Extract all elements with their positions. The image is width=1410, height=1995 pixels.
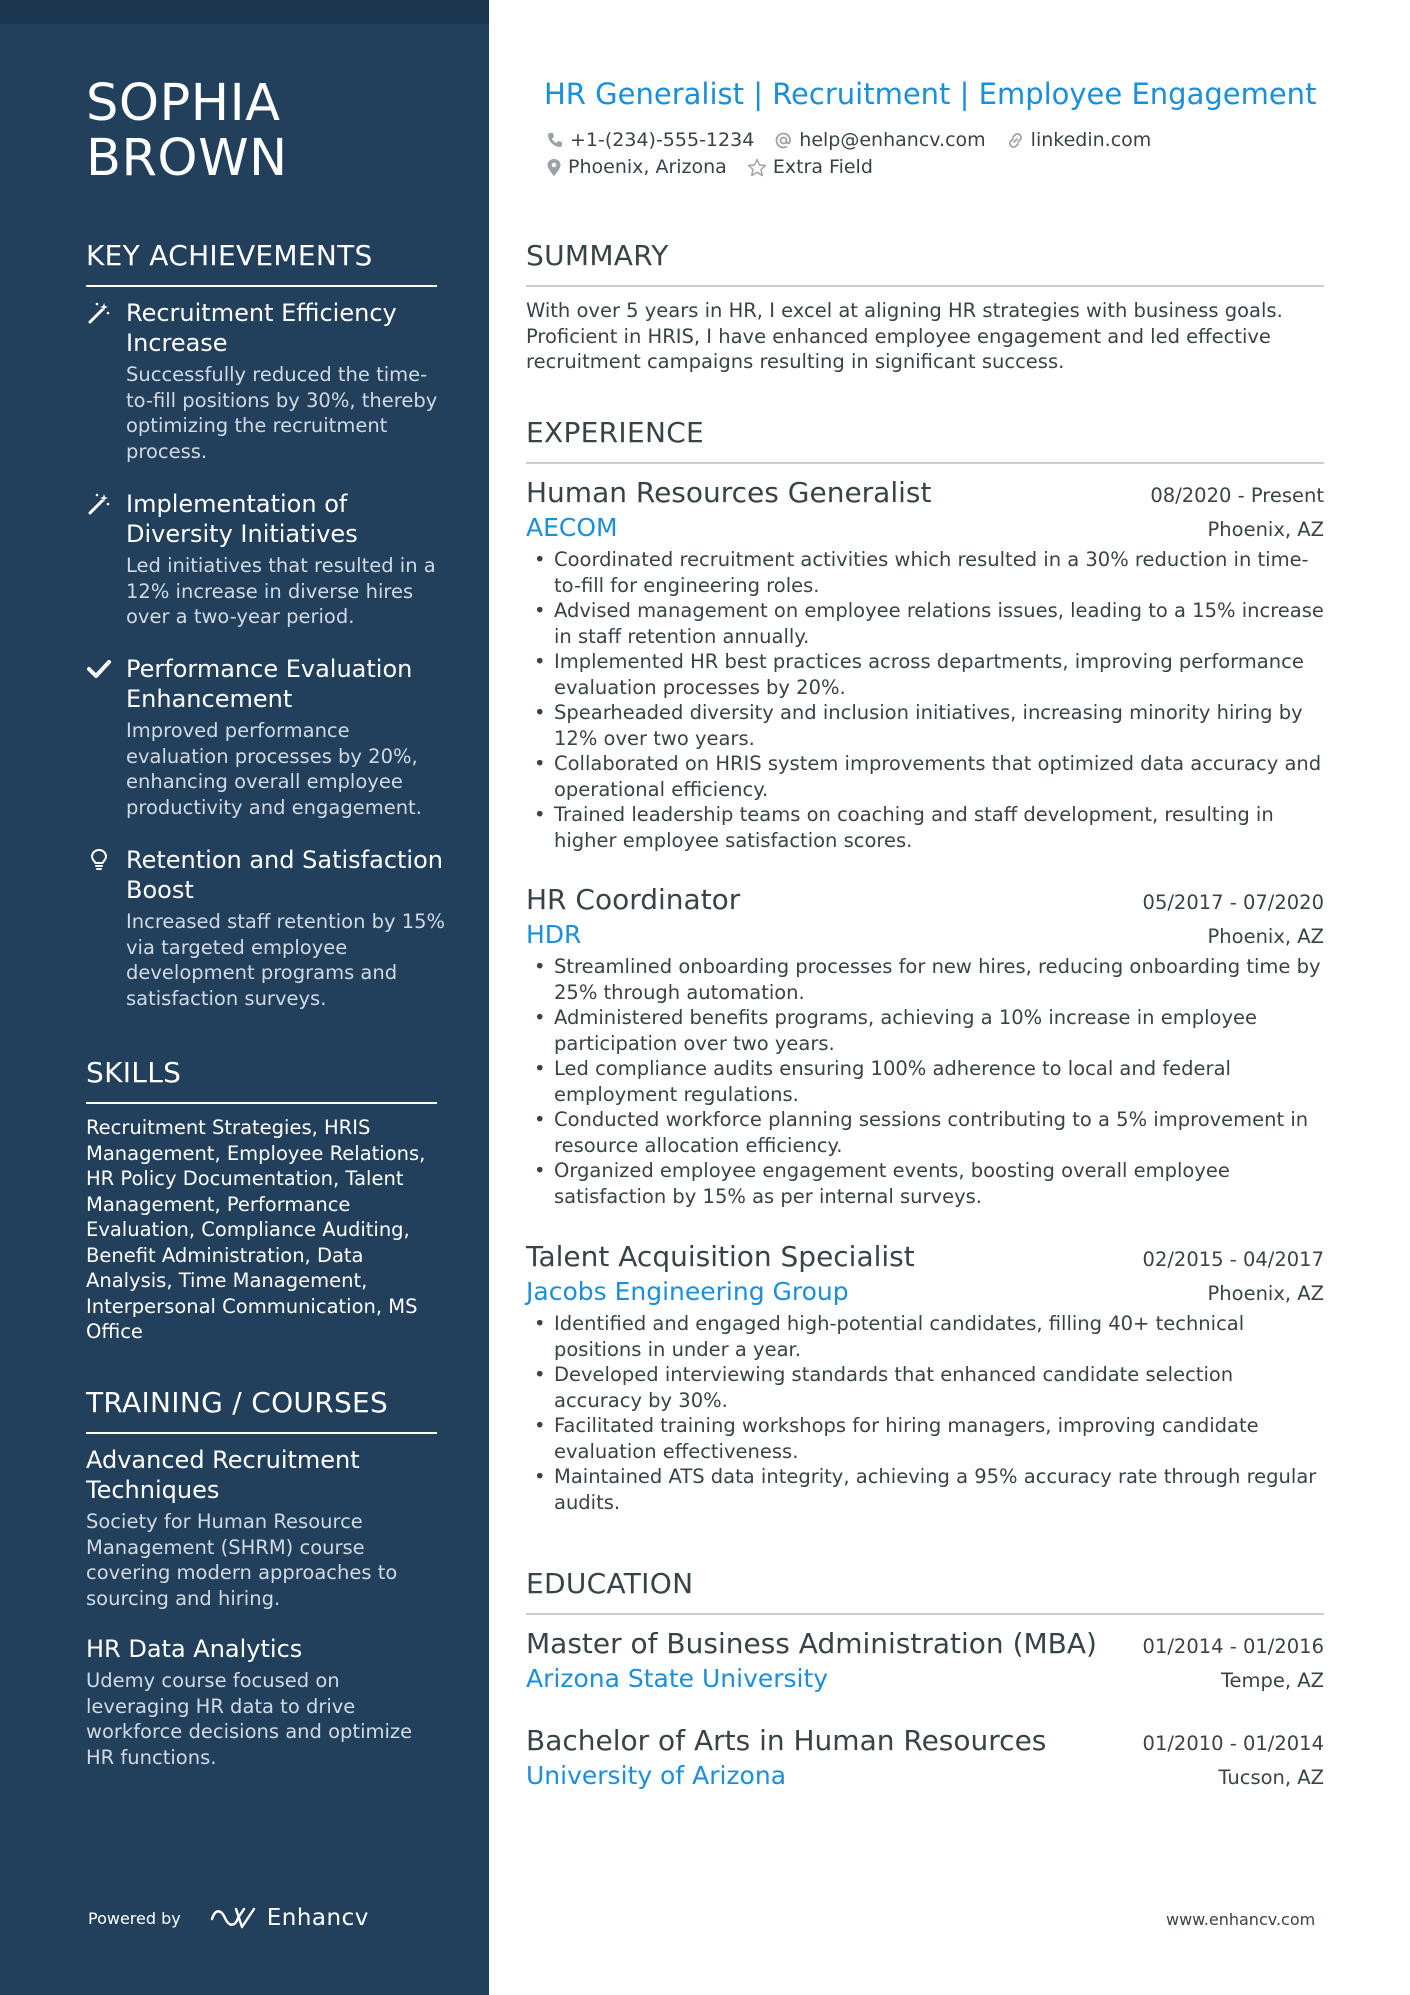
job-date: 05/2017 - 07/2020: [1142, 891, 1324, 914]
contact-row-2: [546, 155, 893, 179]
achievement-title: Recruitment Efficiency Increase: [126, 299, 397, 357]
checkmark-icon: [86, 656, 112, 682]
summary-heading: SUMMARY: [526, 239, 1324, 287]
course-item: [86, 1445, 441, 1611]
achievement-desc: Successfully reduced the time-to-fill positions by 30%, thereby optimizing the recruitment process.: [126, 363, 438, 463]
phone-icon: [546, 131, 564, 149]
course-title: HR Data Analytics: [86, 1635, 303, 1663]
achievement-title: Performance Evaluation Enhancement: [126, 655, 413, 713]
course-desc: Udemy course focused on leveraging HR data to drive workforce decisions and optimize HR functions.: [86, 1669, 413, 1769]
school-name: Arizona State University: [526, 1664, 829, 1693]
magic-wand-icon: [86, 300, 112, 326]
powered-by: [88, 1905, 369, 1931]
sidebar: [0, 0, 489, 1995]
job-location: Phoenix, AZ: [1207, 518, 1324, 541]
achievement-desc: Increased staff retention by 15% via targeted employee development programs and satisfaction surveys.: [126, 910, 446, 1010]
headline: HR Generalist | Recruitment | Employee Engagement: [544, 77, 1317, 111]
job-bullet: • Implemented HR best practices across departments, improving performance evaluation processes by 20%.: [526, 649, 1324, 700]
achievement-title: Implementation of Diversity Initiatives: [126, 490, 358, 548]
lightbulb-icon: [86, 847, 112, 873]
location: [546, 155, 727, 179]
course-item: [86, 1634, 441, 1770]
job-bullet: • Maintained ATS data integrity, achieving a 95% accuracy rate through regular audits.: [526, 1464, 1324, 1515]
job-title: HR Coordinator: [526, 883, 741, 916]
achievements-heading: KEY ACHIEVEMENTS: [86, 239, 437, 287]
sidebar-top-bar: [0, 0, 489, 24]
link-text: linkedin.com: [1030, 129, 1152, 151]
magic-wand-icon: [86, 491, 112, 517]
job-bullet: • Trained leadership teams on coaching and staff development, resulting in higher employee satisfaction scores.: [526, 802, 1324, 853]
experience-item: [526, 475, 1324, 853]
company-name: HDR: [526, 920, 582, 949]
company-name: AECOM: [526, 513, 618, 542]
job-date: 08/2020 - Present: [1150, 484, 1324, 507]
extra-field-text: Extra Field: [772, 156, 873, 178]
link-icon: [1006, 131, 1025, 150]
job-bullet: • Organized employee engagement events, boosting overall employee satisfaction by 15% as per internal surveys.: [526, 1158, 1324, 1209]
enhancv-logo[interactable]: [209, 1905, 369, 1931]
education-location: Tucson, AZ: [1218, 1766, 1324, 1789]
experience-heading: EXPERIENCE: [526, 416, 1324, 464]
achievement-desc: Led initiatives that resulted in a 12% increase in diverse hires over a two-year period.: [126, 554, 436, 628]
achievement-desc: Improved performance evaluation processes by 20%, enhancing overall employee productivity and engagement.: [126, 719, 422, 819]
education-location: Tempe, AZ: [1220, 1669, 1324, 1692]
job-bullet: • Led compliance audits ensuring 100% adherence to local and federal employment regulations.: [526, 1056, 1324, 1107]
education-item: [526, 1626, 1324, 1696]
job-bullet: • Facilitated training workshops for hiring managers, improving candidate evaluation effectiveness.: [526, 1413, 1324, 1464]
job-bullet: • Conducted workforce planning sessions contributing to a 5% improvement in resource allocation efficiency.: [526, 1107, 1324, 1158]
star-icon: [747, 158, 767, 177]
job-bullet: • Spearheaded diversity and inclusion initiatives, increasing minority hiring by 12% over two years.: [526, 700, 1324, 751]
job-title: Talent Acquisition Specialist: [526, 1240, 915, 1273]
job-bullets: [526, 1311, 1324, 1515]
achievement-item: [86, 489, 446, 630]
education-date: 01/2014 - 01/2016: [1142, 1635, 1324, 1658]
job-bullet: • Identified and engaged high-potential candidates, filling 40+ technical positions in under a year.: [526, 1311, 1324, 1362]
job-bullet: • Coordinated recruitment activities which resulted in a 30% reduction in time-to-fill for engineering roles.: [526, 547, 1324, 598]
at-icon: [774, 131, 793, 150]
course-desc: Society for Human Resource Management (SHRM) course covering modern approaches to sourcing and hiring.: [86, 1510, 398, 1610]
education-heading: EDUCATION: [526, 1567, 1324, 1615]
job-bullets: [526, 954, 1324, 1209]
achievement-item: [86, 298, 446, 464]
job-bullet: • Streamlined onboarding processes for new hires, reducing onboarding time by 25% through automation.: [526, 954, 1324, 1005]
job-bullet: • Collaborated on HRIS system improvements that optimized data accuracy and operational efficiency.: [526, 751, 1324, 802]
location-text: Phoenix, Arizona: [568, 156, 727, 178]
link[interactable]: [1006, 128, 1152, 152]
phone[interactable]: [546, 128, 754, 152]
job-bullet: • Developed interviewing standards that enhanced candidate selection accuracy by 30%.: [526, 1362, 1324, 1413]
degree: Bachelor of Arts in Human Resources: [526, 1724, 1047, 1757]
job-location: Phoenix, AZ: [1207, 925, 1324, 948]
phone-text: +1-(234)-555-1234: [570, 129, 755, 151]
location-pin-icon: [546, 158, 562, 177]
achievement-title: Retention and Satisfaction Boost: [126, 846, 443, 904]
education-item: [526, 1723, 1324, 1793]
skills-list: Recruitment Strategies, HRIS Management, Employee Relations, HR Policy Documentation, Talent Management, Performance Evaluation, Compliance Auditing, Benefit Administration, Data Analysis, Time Management, Interpersonal Communication, MS Office: [86, 1116, 426, 1343]
job-title: Human Resources Generalist: [526, 476, 932, 509]
enhancv-logo-icon: [209, 1905, 257, 1931]
achievement-item: [86, 654, 446, 820]
powered-by-label: Powered by: [88, 1908, 181, 1928]
training-heading: TRAINING / COURSES: [86, 1386, 437, 1434]
job-location: Phoenix, AZ: [1207, 1282, 1324, 1305]
last-name: BROWN: [86, 129, 288, 188]
contact-row: [546, 128, 1171, 152]
skills-heading: SKILLS: [86, 1056, 437, 1104]
education-date: 01/2010 - 01/2014: [1142, 1732, 1324, 1755]
course-title: Advanced Recruitment Techniques: [86, 1446, 360, 1504]
job-date: 02/2015 - 04/2017: [1142, 1248, 1324, 1271]
summary-text: With over 5 years in HR, I excel at aligning HR strategies with business goals. Proficient in HRIS, I have enhanced employee engagement and led effective recruitment campaigns resulting in significant success.: [526, 299, 1283, 373]
job-bullets: [526, 547, 1324, 853]
school-name: University of Arizona: [526, 1761, 787, 1790]
footer-url[interactable]: www.enhancv.com: [1166, 1910, 1316, 1929]
company-name: Jacobs Engineering Group: [526, 1277, 849, 1306]
job-bullet: • Advised management on employee relations issues, leading to a 15% increase in staff retention annually.: [526, 598, 1324, 649]
email[interactable]: [774, 128, 985, 152]
job-bullet: • Administered benefits programs, achieving a 10% increase in employee participation over two years.: [526, 1005, 1324, 1056]
candidate-name: [86, 76, 288, 186]
enhancv-brand-name: Enhancv: [266, 1905, 369, 1931]
extra-field: [747, 155, 873, 179]
degree: Master of Business Administration (MBA): [526, 1627, 1097, 1660]
experience-item: [526, 882, 1324, 1209]
experience-item: [526, 1239, 1324, 1515]
first-name: SOPHIA: [86, 74, 281, 133]
achievement-item: [86, 845, 446, 1011]
email-text: help@enhancv.com: [799, 129, 986, 151]
